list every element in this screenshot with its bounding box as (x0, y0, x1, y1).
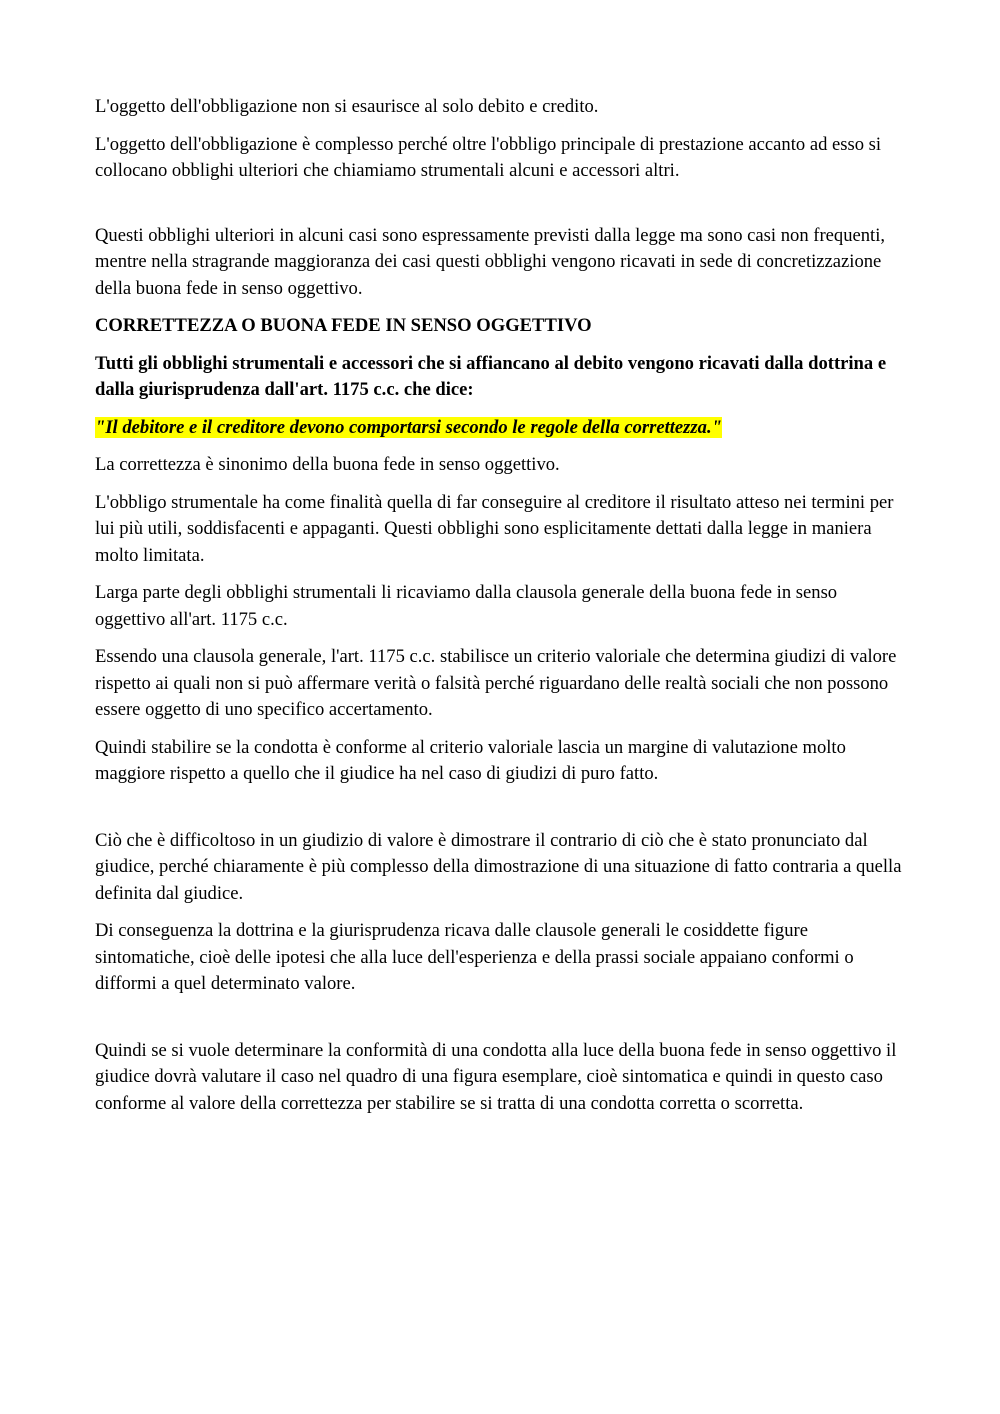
paragraph-general-clause: Larga parte degli obblighi strumentali li ricaviamo dalla clausola generale della buona fede in senso oggettivo all'art. 1175 c.c. (95, 582, 838, 630)
section-heading: CORRETTEZZA O BUONA FEDE IN SENSO OGGETTIVO (95, 315, 592, 336)
quote-paragraph (95, 415, 907, 442)
paragraph-further-obligations: Questi obblighi ulteriori in alcuni casi sono espressamente previsti dalla legge ma sono casi non frequenti, mentre nella stragrande maggioranza dei casi questi obblighi vengono ricavati in sede di concretizzazione della buona fede in senso oggettivo. (95, 224, 886, 299)
paragraph-correttezza: La correttezza è sinonimo della buona fede in senso oggettivo. (95, 454, 560, 475)
paragraph-complex-object: L'oggetto dell'obbligazione è complesso perché oltre l'obbligo principale di prestazione accanto ad esso si collocano obblighi ulteriori che chiamiamo strumentali alcuni e accessori altri. (95, 133, 882, 181)
paragraph-intro: L'oggetto dell'obbligazione non si esaurisce al solo debito e credito. (95, 96, 599, 117)
paragraph-value-criterion: Essendo una clausola generale, l'art. 1175 c.c. stabilisce un criterio valoriale che determina giudizi di valore rispetto ai quali non si può affermare verità o falsità perché riguardano delle realtà sociali che non possono essere oggetto di uno specifico accertamento. (95, 646, 897, 720)
paragraph-instrumental-obligation: L'obbligo strumentale ha come finalità quella di far conseguire al creditore il risultato atteso nei termini per lui più utili, soddisfacenti e appaganti. Questi obblighi sono esplicitamente dettati dalla legge in maniera molto limitata. (95, 491, 894, 566)
paragraph-symptomatic-figures: Di conseguenza la dottrina e la giurisprudenza ricava dalle clausole generali le cosiddette figure sintomatiche, cioè delle ipotesi che alla luce dell'esperienza e della prassi sociale appaiano conformi o difformi a quel determinato valore. (95, 920, 854, 994)
paragraph-value-judgement: Ciò che è difficoltoso in un giudizio di valore è dimostrare il contrario di ciò che è stato pronunciato dal giudice, perché chiaramente è più complesso della dimostrazione di una situazione di fatto contraria a quella definita dal giudice. (95, 829, 902, 904)
highlighted-quote: "Il debitore e il creditore devono comportarsi secondo le regole della correttezza." (95, 416, 722, 438)
document-page (95, 94, 907, 1128)
paragraph-conclusion: Quindi se si vuole determinare la conformità di una condotta alla luce della buona fede in senso oggettivo il giudice dovrà valutare il caso nel quadro di una figura esemplare, cioè sintomatica e quindi in questo caso conforme al valore della correttezza per stabilire se si tratta di una condotta corretta o scorretta. (95, 1039, 897, 1114)
bold-intro-paragraph: Tutti gli obblighi strumentali e accessori che si affiancano al debito vengono ricavati dalla dottrina e dalla giurisprudenza dall'art. 1175 c.c. che dice: (95, 352, 887, 400)
paragraph-evaluation-margin: Quindi stabilire se la condotta è conforme al criterio valoriale lascia un margine di valutazione molto maggiore rispetto a quello che il giudice ha nel caso di giudizi di puro fatto. (95, 736, 846, 784)
